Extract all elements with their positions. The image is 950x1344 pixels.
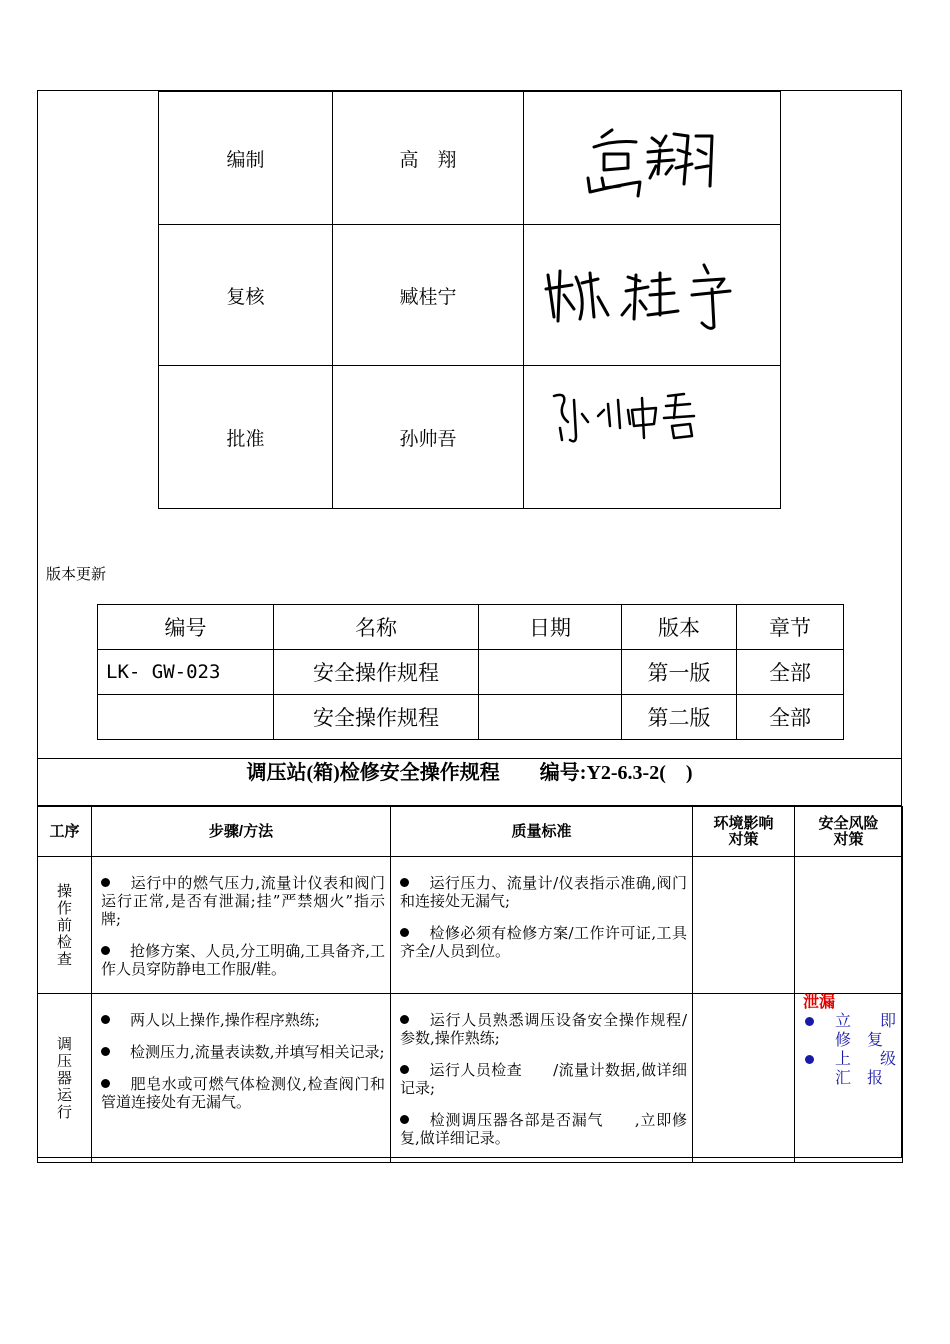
risk-measure	[803, 1050, 896, 1088]
step-text: 抢修方案、人员,分工明确,工具备齐,工作人员穿防静电工作服/鞋。	[101, 942, 385, 978]
risk-char: 上	[835, 1051, 852, 1068]
risk-line	[835, 1012, 896, 1031]
risk-line	[835, 1069, 883, 1088]
standard-text: 运行压力、流量计/仪表指示准确,阀门和连接处无漏气;	[400, 874, 687, 910]
version-header-cell: 版本	[622, 605, 737, 650]
standard-text: 运行人员熟悉调压设备安全操作规程/参数,操作熟练;	[400, 1011, 687, 1047]
version-row	[98, 695, 844, 740]
stage-label: 调压器运行	[56, 1034, 72, 1121]
version-update-label: 版本更新	[46, 565, 107, 583]
list-item	[101, 1011, 385, 1029]
version-cell	[479, 695, 622, 740]
version-header-cell: 编号	[98, 605, 274, 650]
step-text: 检测压力,流量表读数,并填写相关记录;	[130, 1043, 385, 1061]
risk-cell	[795, 994, 903, 1163]
risk-measure	[803, 1012, 896, 1050]
step-text: 肥皂水或可燃气体检测仪,检查阀门和管道连接处有无漏气。	[101, 1075, 385, 1111]
list-item	[400, 1111, 687, 1147]
bullet-icon	[400, 1015, 409, 1024]
version-cell: LK- GW-023	[98, 650, 274, 695]
version-table	[97, 604, 844, 740]
risk-char: 即	[879, 1013, 896, 1030]
version-cell: 全部	[737, 695, 844, 740]
risk-title: 泄漏	[803, 994, 836, 1011]
risk-char: 复	[866, 1032, 883, 1049]
list-item	[101, 1075, 385, 1111]
approval-name: 孙帅吾	[333, 366, 524, 509]
approval-row	[159, 92, 781, 225]
list-item	[400, 874, 687, 910]
standard-text: 检测调压器各部是否漏气 ,立即修复,做详细记录。	[400, 1111, 687, 1147]
version-row	[98, 650, 844, 695]
bullet-icon	[805, 1017, 814, 1026]
risk-line	[835, 1031, 883, 1050]
procedure-header-cell: 工序	[38, 807, 92, 857]
approval-name: 臧桂宁	[333, 225, 524, 366]
bullet-icon	[101, 878, 110, 887]
stage-cell	[38, 857, 92, 994]
standards-cell	[391, 857, 693, 994]
version-header-cell: 名称	[274, 605, 479, 650]
list-item	[400, 1061, 687, 1097]
list-item	[400, 1011, 687, 1047]
risk-cell	[795, 857, 903, 994]
version-cell: 第二版	[622, 695, 737, 740]
bullet-icon	[400, 1115, 409, 1124]
standard-text: 运行人员检查 /流量计数据,做详细记录;	[400, 1061, 687, 1097]
risk-char: 汇	[835, 1070, 852, 1087]
header-text: 环境影响对策	[713, 814, 774, 848]
version-cell: 全部	[737, 650, 844, 695]
standard-text: 检修必须有检修方案/工作许可证,工具齐全/人员到位。	[400, 924, 687, 960]
signature-sun-shuaiwu	[524, 366, 781, 509]
env-cell	[693, 857, 795, 994]
version-header-cell: 日期	[479, 605, 622, 650]
procedure-header-cell	[693, 807, 795, 857]
risk-char: 立	[835, 1013, 852, 1030]
approval-name: 高 翔	[333, 92, 524, 225]
list-item	[101, 874, 385, 928]
list-item	[101, 942, 385, 978]
bullet-icon	[400, 1065, 409, 1074]
approval-role: 批准	[159, 366, 333, 509]
step-text: 两人以上操作,操作程序熟练;	[130, 1011, 320, 1029]
risk-line	[835, 1050, 896, 1069]
procedure-row	[38, 994, 903, 1163]
env-cell	[693, 994, 795, 1163]
procedure-header-row	[38, 807, 903, 857]
version-cell	[479, 650, 622, 695]
standards-cell	[391, 994, 693, 1163]
version-cell: 安全操作规程	[274, 695, 479, 740]
bullet-icon	[101, 1015, 110, 1024]
step-text: 运行中的燃气压力,流量计仪表和阀门运行正常,是否有泄漏;挂”严禁烟火”指示牌;	[101, 874, 385, 928]
procedure-title: 调压站(箱)检修安全操作规程	[246, 762, 500, 784]
stage-cell	[38, 994, 92, 1163]
approval-row	[159, 366, 781, 509]
list-item	[101, 1043, 385, 1061]
approval-role: 复核	[159, 225, 333, 366]
procedure-title-bar	[37, 758, 902, 806]
version-cell	[98, 695, 274, 740]
procedure-header-cell: 步骤/方法	[92, 807, 391, 857]
procedure-row	[38, 857, 903, 994]
signature-gao-xiang	[524, 92, 781, 225]
signature-image	[524, 366, 780, 476]
bullet-icon	[400, 928, 409, 937]
header-text: 安全风险对策	[818, 814, 879, 848]
stage-label: 操作前检查	[56, 881, 72, 968]
version-cell: 安全操作规程	[274, 650, 479, 695]
signature-image	[524, 225, 780, 360]
signature-image	[524, 92, 780, 219]
bullet-icon	[101, 1047, 110, 1056]
risk-char: 报	[866, 1070, 883, 1087]
approval-row	[159, 225, 781, 366]
bullet-icon	[400, 878, 409, 887]
procedure-number: 编号:Y2-6.3-2( )	[539, 762, 693, 784]
approval-table	[158, 91, 781, 509]
bullet-icon	[101, 1079, 110, 1088]
procedure-table	[37, 806, 903, 1163]
list-item	[400, 924, 687, 960]
risk-char: 修	[835, 1032, 852, 1049]
version-header-row	[98, 605, 844, 650]
bullet-icon	[101, 946, 110, 955]
procedure-header-cell: 质量标准	[391, 807, 693, 857]
bullet-icon	[805, 1055, 814, 1064]
signature-zang-guining	[524, 225, 781, 366]
version-header-cell: 章节	[737, 605, 844, 650]
procedure-header-cell	[795, 807, 903, 857]
steps-cell	[92, 994, 391, 1163]
risk-char: 级	[879, 1051, 896, 1068]
version-cell: 第一版	[622, 650, 737, 695]
steps-cell	[92, 857, 391, 994]
approval-role: 编制	[159, 92, 333, 225]
